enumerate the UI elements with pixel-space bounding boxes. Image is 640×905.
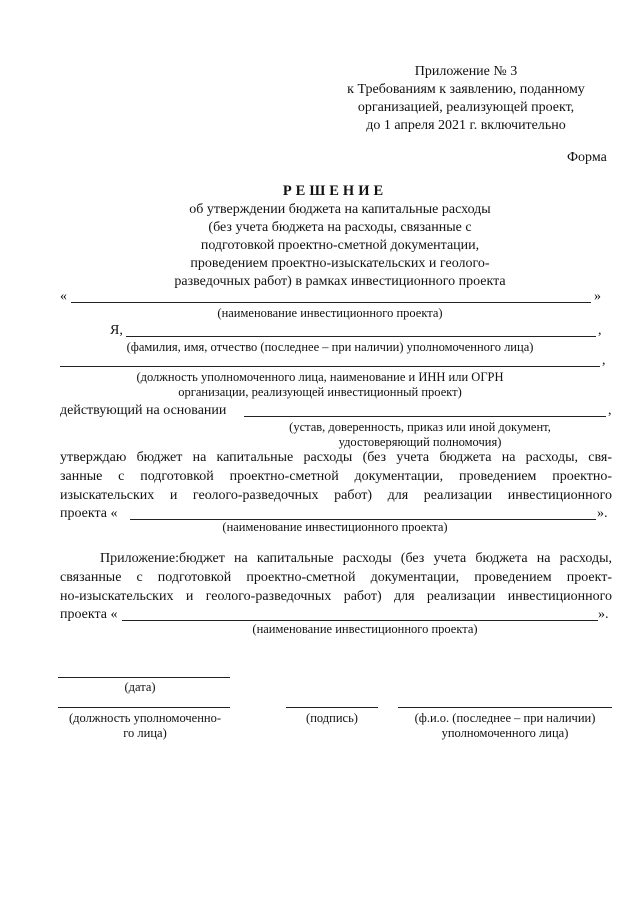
position-signature-hint-line-2: го лица) (123, 726, 167, 740)
attachment-paragraph (60, 549, 612, 606)
acting-basis-label: действующий на основании (60, 403, 227, 418)
attachment-project-hint: (наименование инвестиционного проекта) (252, 622, 478, 636)
fio-signature-hint-line-2: уполномоченного лица) (441, 726, 569, 740)
subtitle-line-5: разведочных работ) в рамках инвестиционного проекта (174, 274, 506, 289)
subtitle-line-2: (без учета бюджета на расходы, связанные с (208, 220, 472, 235)
attachment-line-4-start: проекта « (60, 607, 118, 622)
document-title: РЕШЕНИЕ (282, 183, 388, 199)
appendix-line-3: организацией, реализующей проект, (357, 100, 575, 115)
approve-line-2: занные с подготовкой проектно-сметной документации, проведением проектно- (60, 469, 612, 484)
fio-signature-hint (398, 711, 612, 741)
position-hint-line-1: (должность уполномоченного лица, наименование и ИНН или ОГРН (136, 370, 504, 384)
basis-hint-line-1: (устав, доверенность, приказ или иной документ, (289, 420, 551, 434)
fio-comma: , (598, 323, 602, 338)
signature-hint: (подпись) (306, 711, 358, 725)
attachment-line-3: но-изыскательских и геолого-разведочных работ) для реализации инвестиционного (60, 589, 612, 604)
subtitle-line-1: об утверждении бюджета на капитальные расходы (189, 202, 491, 217)
basis-field[interactable] (244, 416, 606, 417)
position-hint (120, 370, 520, 400)
basis-comma: , (608, 403, 612, 418)
fio-signature-hint-line-1: (ф.и.о. (последнее – при наличии) (414, 711, 596, 725)
approve-paragraph (60, 448, 612, 505)
appendix-number: Приложение № 3 (414, 64, 518, 79)
attachment-line-1: Приложение:бюджет на капитальные расходы (без учета бюджета на расходы, (100, 551, 612, 566)
basis-hint (270, 420, 570, 450)
basis-hint-line-2: удостоверяющий полномочия) (338, 435, 502, 449)
approve-project-hint: (наименование инвестиционного проекта) (222, 520, 448, 534)
approve-line-4-start: проекта « (60, 506, 118, 521)
approve-line-3: изыскательских и геолого-разведочных работ) для реализации инвестиционного (60, 488, 612, 503)
project-name-hint: (наименование инвестиционного проекта) (217, 306, 443, 320)
fio-hint: (фамилия, имя, отчество (последнее – при наличии) уполномоченного лица) (126, 340, 534, 354)
fio-field[interactable] (126, 336, 596, 337)
appendix-line-4: до 1 апреля 2021 г. включительно (366, 118, 566, 133)
attachment-line-4-end: ». (598, 607, 609, 622)
fio-signature-field[interactable] (398, 707, 612, 708)
position-signature-hint-line-1: (должность уполномоченно- (69, 711, 221, 725)
signature-field[interactable] (286, 707, 378, 708)
document-subtitle (130, 201, 550, 291)
ya-label: Я, (110, 323, 123, 338)
project-quote-close: » (594, 289, 601, 304)
approve-line-4-end: ». (597, 506, 608, 521)
subtitle-line-4: проведением проектно-изыскательских и геолого- (190, 256, 490, 271)
subtitle-line-3: подготовкой проектно-сметной документации, (200, 238, 480, 253)
approve-line-1: утверждаю бюджет на капитальные расходы (без учета бюджета на расходы, свя- (60, 450, 612, 465)
date-field[interactable] (58, 677, 230, 678)
form-label: Форма (567, 150, 607, 165)
position-field[interactable] (60, 366, 600, 367)
project-quote-open: « (60, 289, 67, 304)
position-signature-hint (50, 711, 240, 741)
appendix-line-2: к Требованиям к заявлению, поданному (347, 82, 585, 97)
project-name-field[interactable] (71, 302, 591, 303)
position-hint-line-2: организации, реализующей инвестиционный проект) (178, 385, 462, 399)
attachment-line-2: связанные с подготовкой проектно-сметной документации, проведением проект- (60, 570, 612, 585)
appendix-block (318, 63, 614, 135)
position-comma: , (602, 353, 606, 368)
date-hint: (дата) (124, 680, 156, 694)
attachment-project-field[interactable] (122, 620, 598, 621)
position-signature-field[interactable] (58, 707, 230, 708)
